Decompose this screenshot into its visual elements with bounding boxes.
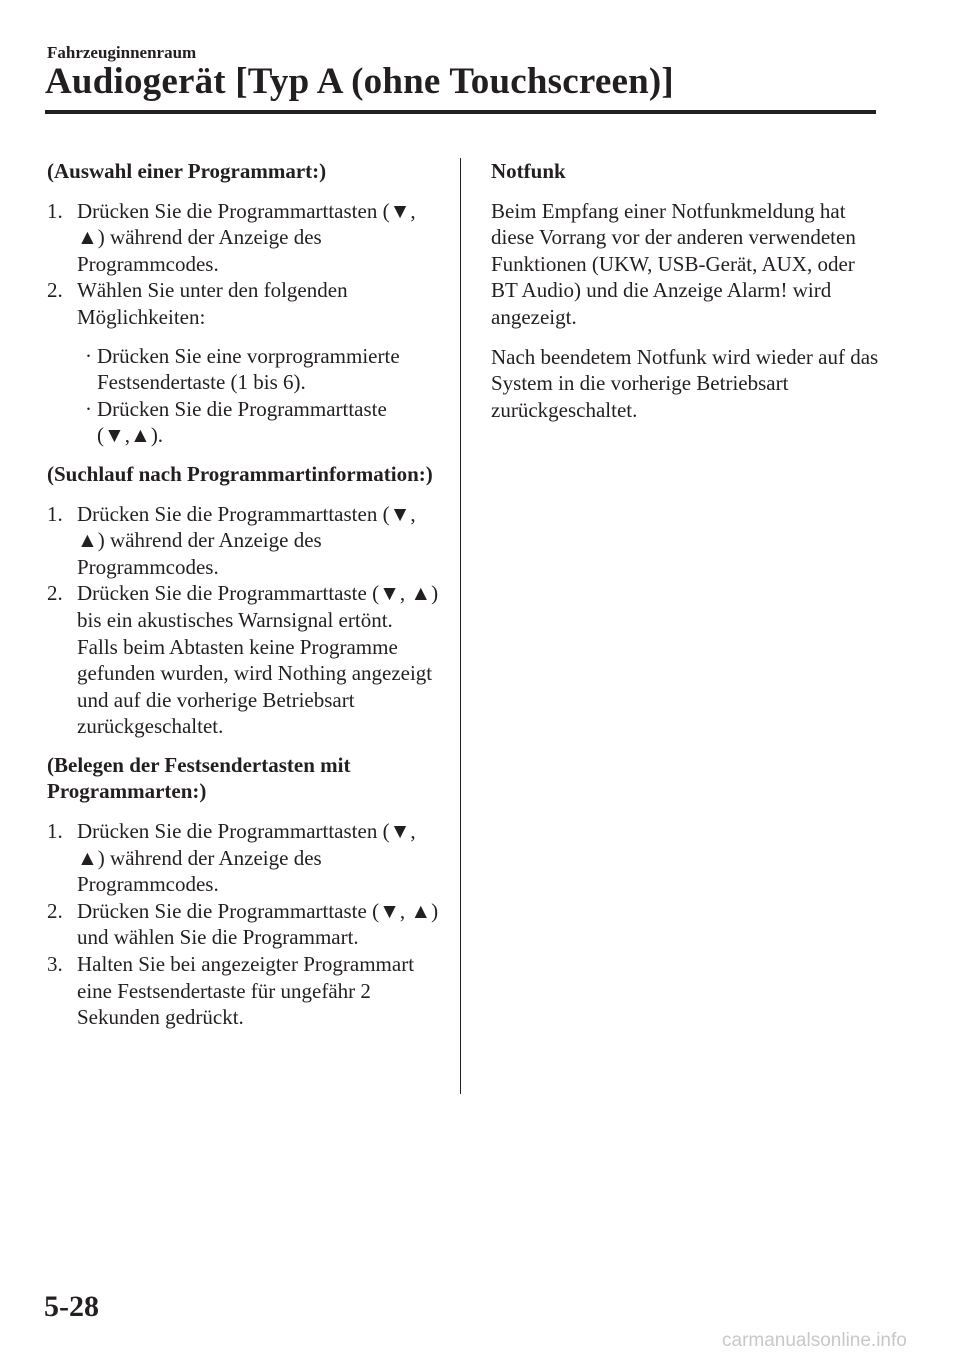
heading-program-type-selection: (Auswahl einer Programmart:) (47, 159, 327, 183)
step: 1. Drücken Sie die Programmarttasten (▼, ▲) während der Anzeige des Programmcodes. (47, 198, 443, 278)
title-rule (45, 110, 876, 114)
step: 2. Wählen Sie unter den folgenden Möglichkeiten: (47, 277, 443, 330)
bullet-icon: · (85, 343, 92, 368)
bullet-text: Drücken Sie die Programmarttaste (▼,▲). (97, 396, 387, 448)
right-column (491, 158, 881, 436)
left-column (47, 158, 443, 1031)
heading-preset-assignment: (Belegen der Festsendertasten mit Programmarten:) (47, 752, 351, 804)
heading-program-info-search: (Suchlauf nach Programmartinformation:) (47, 461, 433, 486)
step-text: Drücken Sie die Programmarttasten (▼, ▲) während der Anzeige des Programmcodes. (77, 198, 416, 276)
step-text: Drücken Sie die Programmarttaste (▼, ▲) bis ein akustisches Warnsignal ertönt. (77, 581, 439, 632)
step: 1. Drücken Sie die Programmarttasten (▼, ▲) während der Anzeige des Programmcodes. (47, 818, 443, 898)
bullet-icon: · (85, 396, 92, 421)
step-text: Drücken Sie die Programmarttasten (▼, ▲) während der Anzeige des Programmcodes. (77, 501, 416, 579)
step: 1. Drücken Sie die Programmarttasten (▼, ▲) während der Anzeige des Programmcodes. (47, 501, 443, 581)
step: 3. Halten Sie bei angezeigter Programmart eine Festsendertaste für ungefähr 2 Sekunden gedrückt. (47, 951, 443, 1031)
bullet-item (47, 343, 443, 396)
step-text: Drücken Sie die Programmarttasten (▼, ▲) während der Anzeige des Programmcodes. (77, 819, 416, 897)
step: 2. Drücken Sie die Programmarttaste (▼, ▲) bis ein akustisches Warnsignal ertönt. Falls beim Abtasten keine Programme gefunden wurden, wird Nothing angezeigt und auf die vorherige Betriebsart zurückgeschaltet. (47, 580, 443, 740)
bullet-text: Drücken Sie eine vorprogrammierte Festsendertaste (1 bis 6). (97, 343, 400, 395)
page-title: Audiogerät [Typ A (ohne Touchscreen)] (45, 61, 674, 102)
step-text: Wählen Sie unter den folgenden Möglichkeiten: (77, 278, 348, 329)
step: 2. Drücken Sie die Programmarttaste (▼, ▲) und wählen Sie die Programmart. (47, 898, 443, 951)
step-text: Drücken Sie die Programmarttaste (▼, ▲) und wählen Sie die Programmart. (77, 898, 439, 950)
column-divider (460, 158, 461, 1094)
section-label: Fahrzeuginnenraum (47, 43, 197, 62)
watermark: carmanualsonline.info (722, 1330, 907, 1351)
step-note: Falls beim Abtasten keine Programme gefunden wurden, wird Nothing angezeigt und auf die vorherige Betriebsart zurückgeschaltet. (77, 634, 433, 739)
paragraph: Beim Empfang einer Notfunkmeldung hat diese Vorrang vor der anderen verwendeten Funktionen (UKW, USB-Gerät, AUX, oder BT Audio) und die Anzeige Alarm! wird angezeigt. (491, 198, 856, 329)
page-number: 5-28 (44, 1290, 99, 1323)
paragraph: Nach beendetem Notfunk wird wieder auf das System in die vorherige Betriebsart zurückgeschaltet. (491, 344, 879, 422)
heading-emergency-broadcast: Notfunk (491, 159, 566, 183)
step-text: Halten Sie bei angezeigter Programmart eine Festsendertaste für ungefähr 2 Sekunden gedrückt. (77, 952, 415, 1030)
bullet-item (47, 396, 443, 449)
